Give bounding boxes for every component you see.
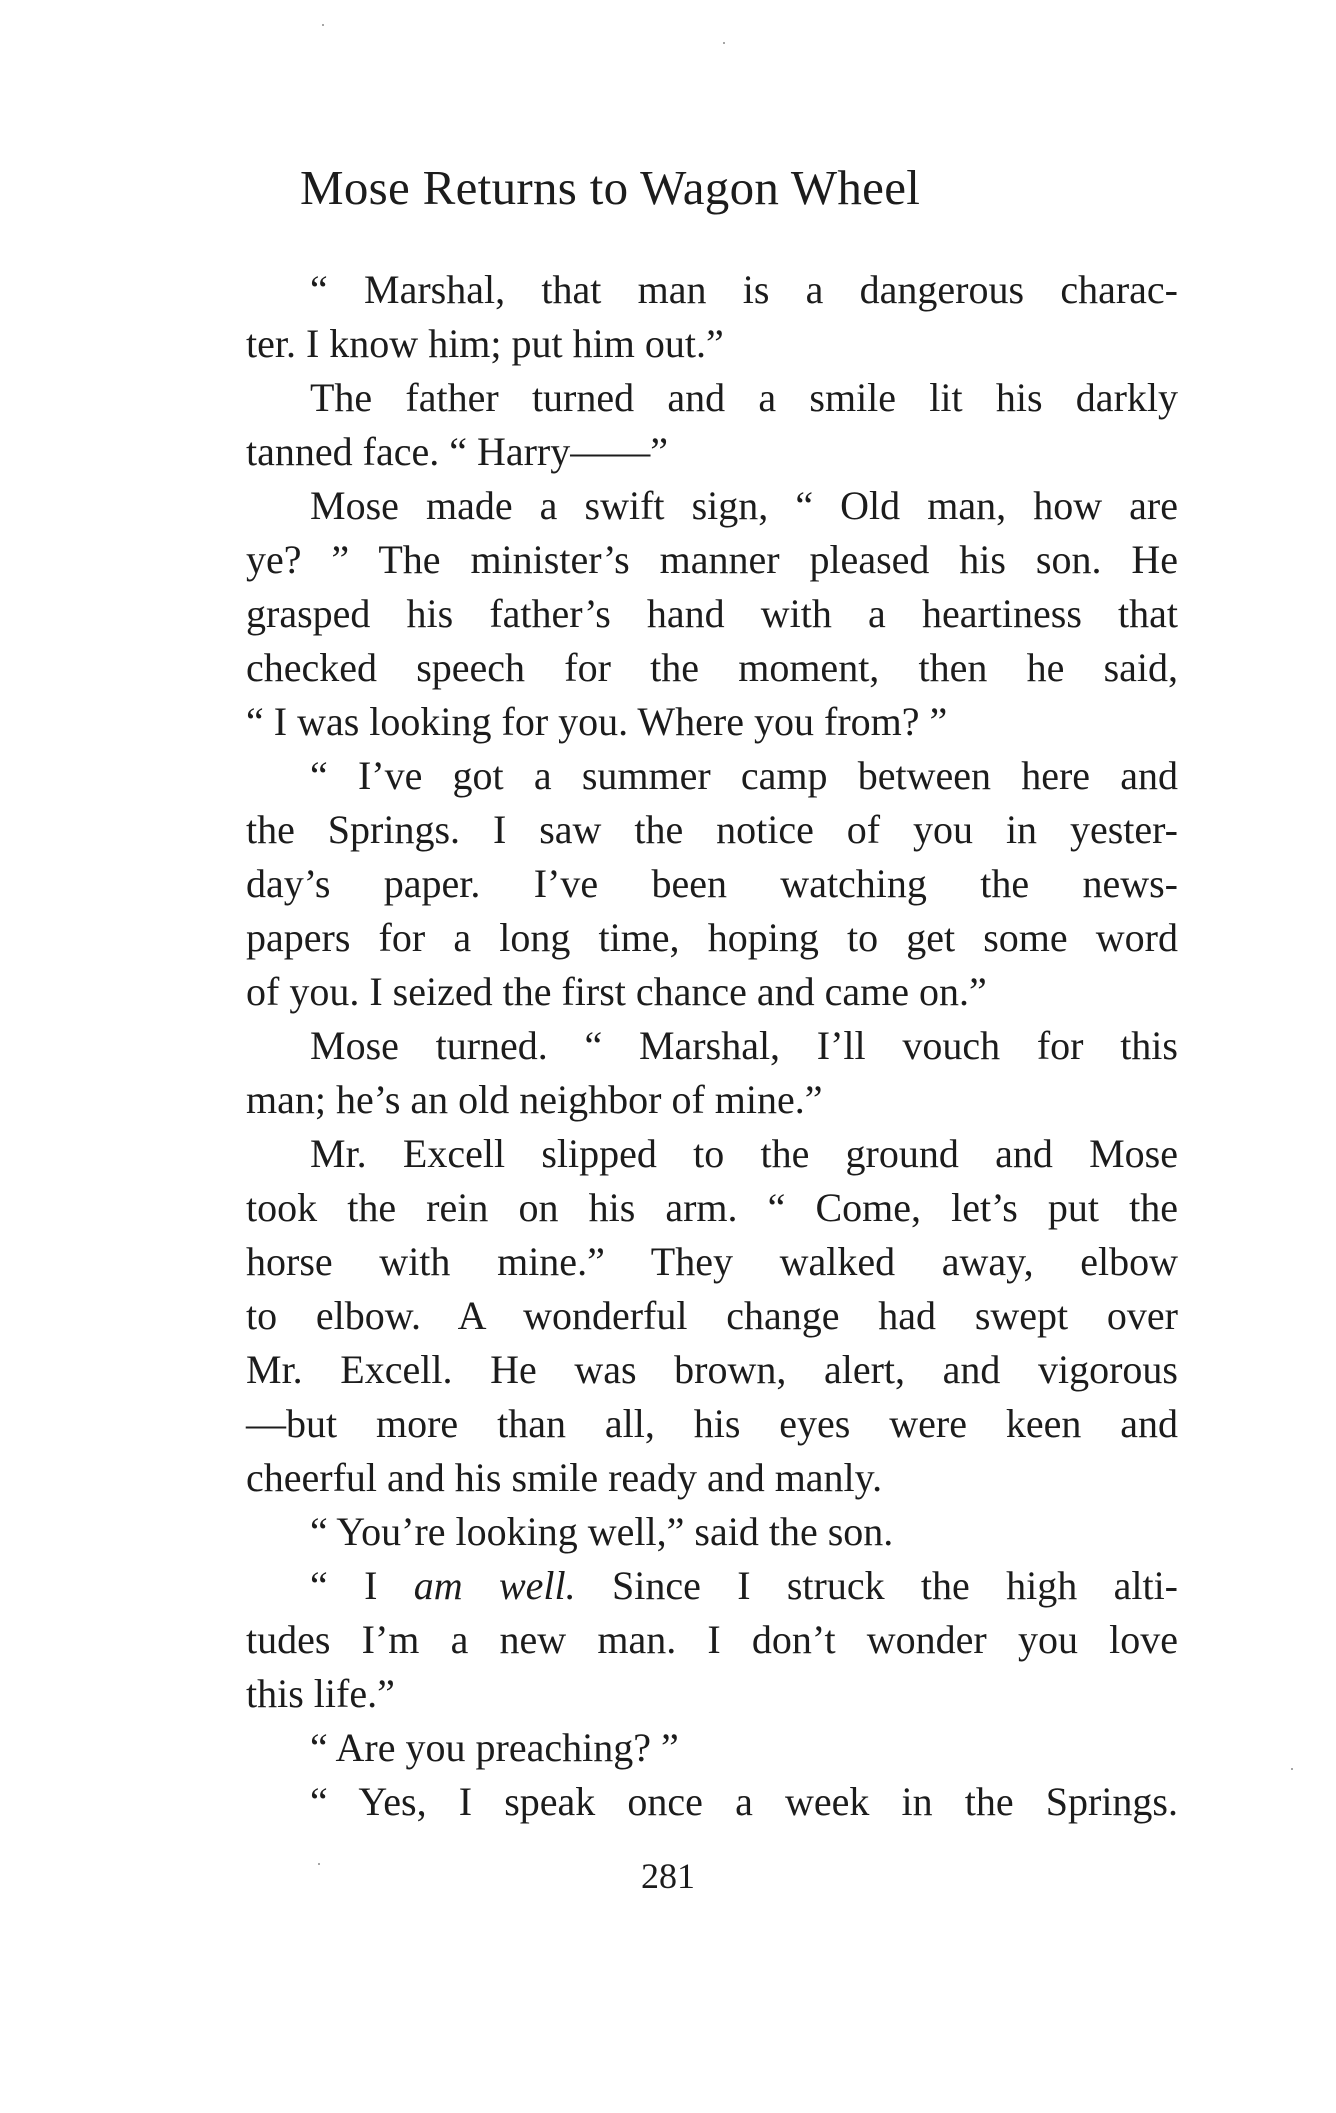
text-line: checked speech for the moment, then he said, (246, 645, 1178, 690)
page-number: 281 (641, 1856, 695, 1896)
text-line: Mose made a swift sign, “ Old man, how are (310, 483, 1178, 528)
text-line: “ Yes, I speak once a week in the Springs. (310, 1779, 1178, 1824)
text-line: horse with mine.” They walked away, elbow (246, 1239, 1178, 1284)
text-line: tudes I’m a new man. I don’t wonder you love (246, 1617, 1178, 1662)
text-line: papers for a long time, hoping to get some word (246, 915, 1178, 960)
text-line: “ I’ve got a summer camp between here and (310, 753, 1178, 798)
text-line: “ Marshal, that man is a dangerous charac- (310, 267, 1178, 312)
text-line: man; he’s an old neighbor of mine.” (246, 1077, 823, 1122)
text-line: “ You’re looking well,” said the son. (310, 1509, 894, 1554)
text-line: Mr. Excell. He was brown, alert, and vigorous (246, 1347, 1178, 1392)
text-line: The father turned and a smile lit his darkly (310, 375, 1178, 420)
text-line: ye? ” The minister’s manner pleased his son. He (246, 537, 1178, 582)
scan-speck (322, 24, 324, 26)
text-line: to elbow. A wonderful change had swept over (246, 1293, 1178, 1338)
text-line: —but more than all, his eyes were keen and (246, 1401, 1178, 1446)
text-line: “ Are you preaching? ” (310, 1725, 679, 1770)
scan-speck (318, 1863, 320, 1865)
italic-emphasis: am well. (413, 1563, 576, 1608)
text-line: took the rein on his arm. “ Come, let’s put the (246, 1185, 1178, 1230)
scan-speck (723, 42, 725, 44)
text-line: Mr. Excell slipped to the ground and Mose (310, 1131, 1178, 1176)
text-line: tanned face. “ Harry——” (246, 429, 668, 474)
text-line: cheerful and his smile ready and manly. (246, 1455, 883, 1500)
text-line: this life.” (246, 1671, 395, 1716)
text-line: day’s paper. I’ve been watching the news- (246, 861, 1178, 906)
text-line: Mose turned. “ Marshal, I’ll vouch for this (310, 1023, 1178, 1068)
running-head: Mose Returns to Wagon Wheel (300, 160, 921, 215)
text-line: “ I am well. Since I struck the high alti- (310, 1563, 1179, 1608)
text-line: the Springs. I saw the notice of you in yester- (246, 807, 1178, 852)
text-line: ter. I know him; put him out.” (246, 321, 724, 366)
scan-speck (1291, 1768, 1293, 1770)
text-line: grasped his father’s hand with a heartiness that (246, 591, 1178, 636)
text-line: of you. I seized the first chance and came on.” (246, 969, 987, 1014)
text-line: “ I was looking for you. Where you from? ” (246, 699, 948, 744)
